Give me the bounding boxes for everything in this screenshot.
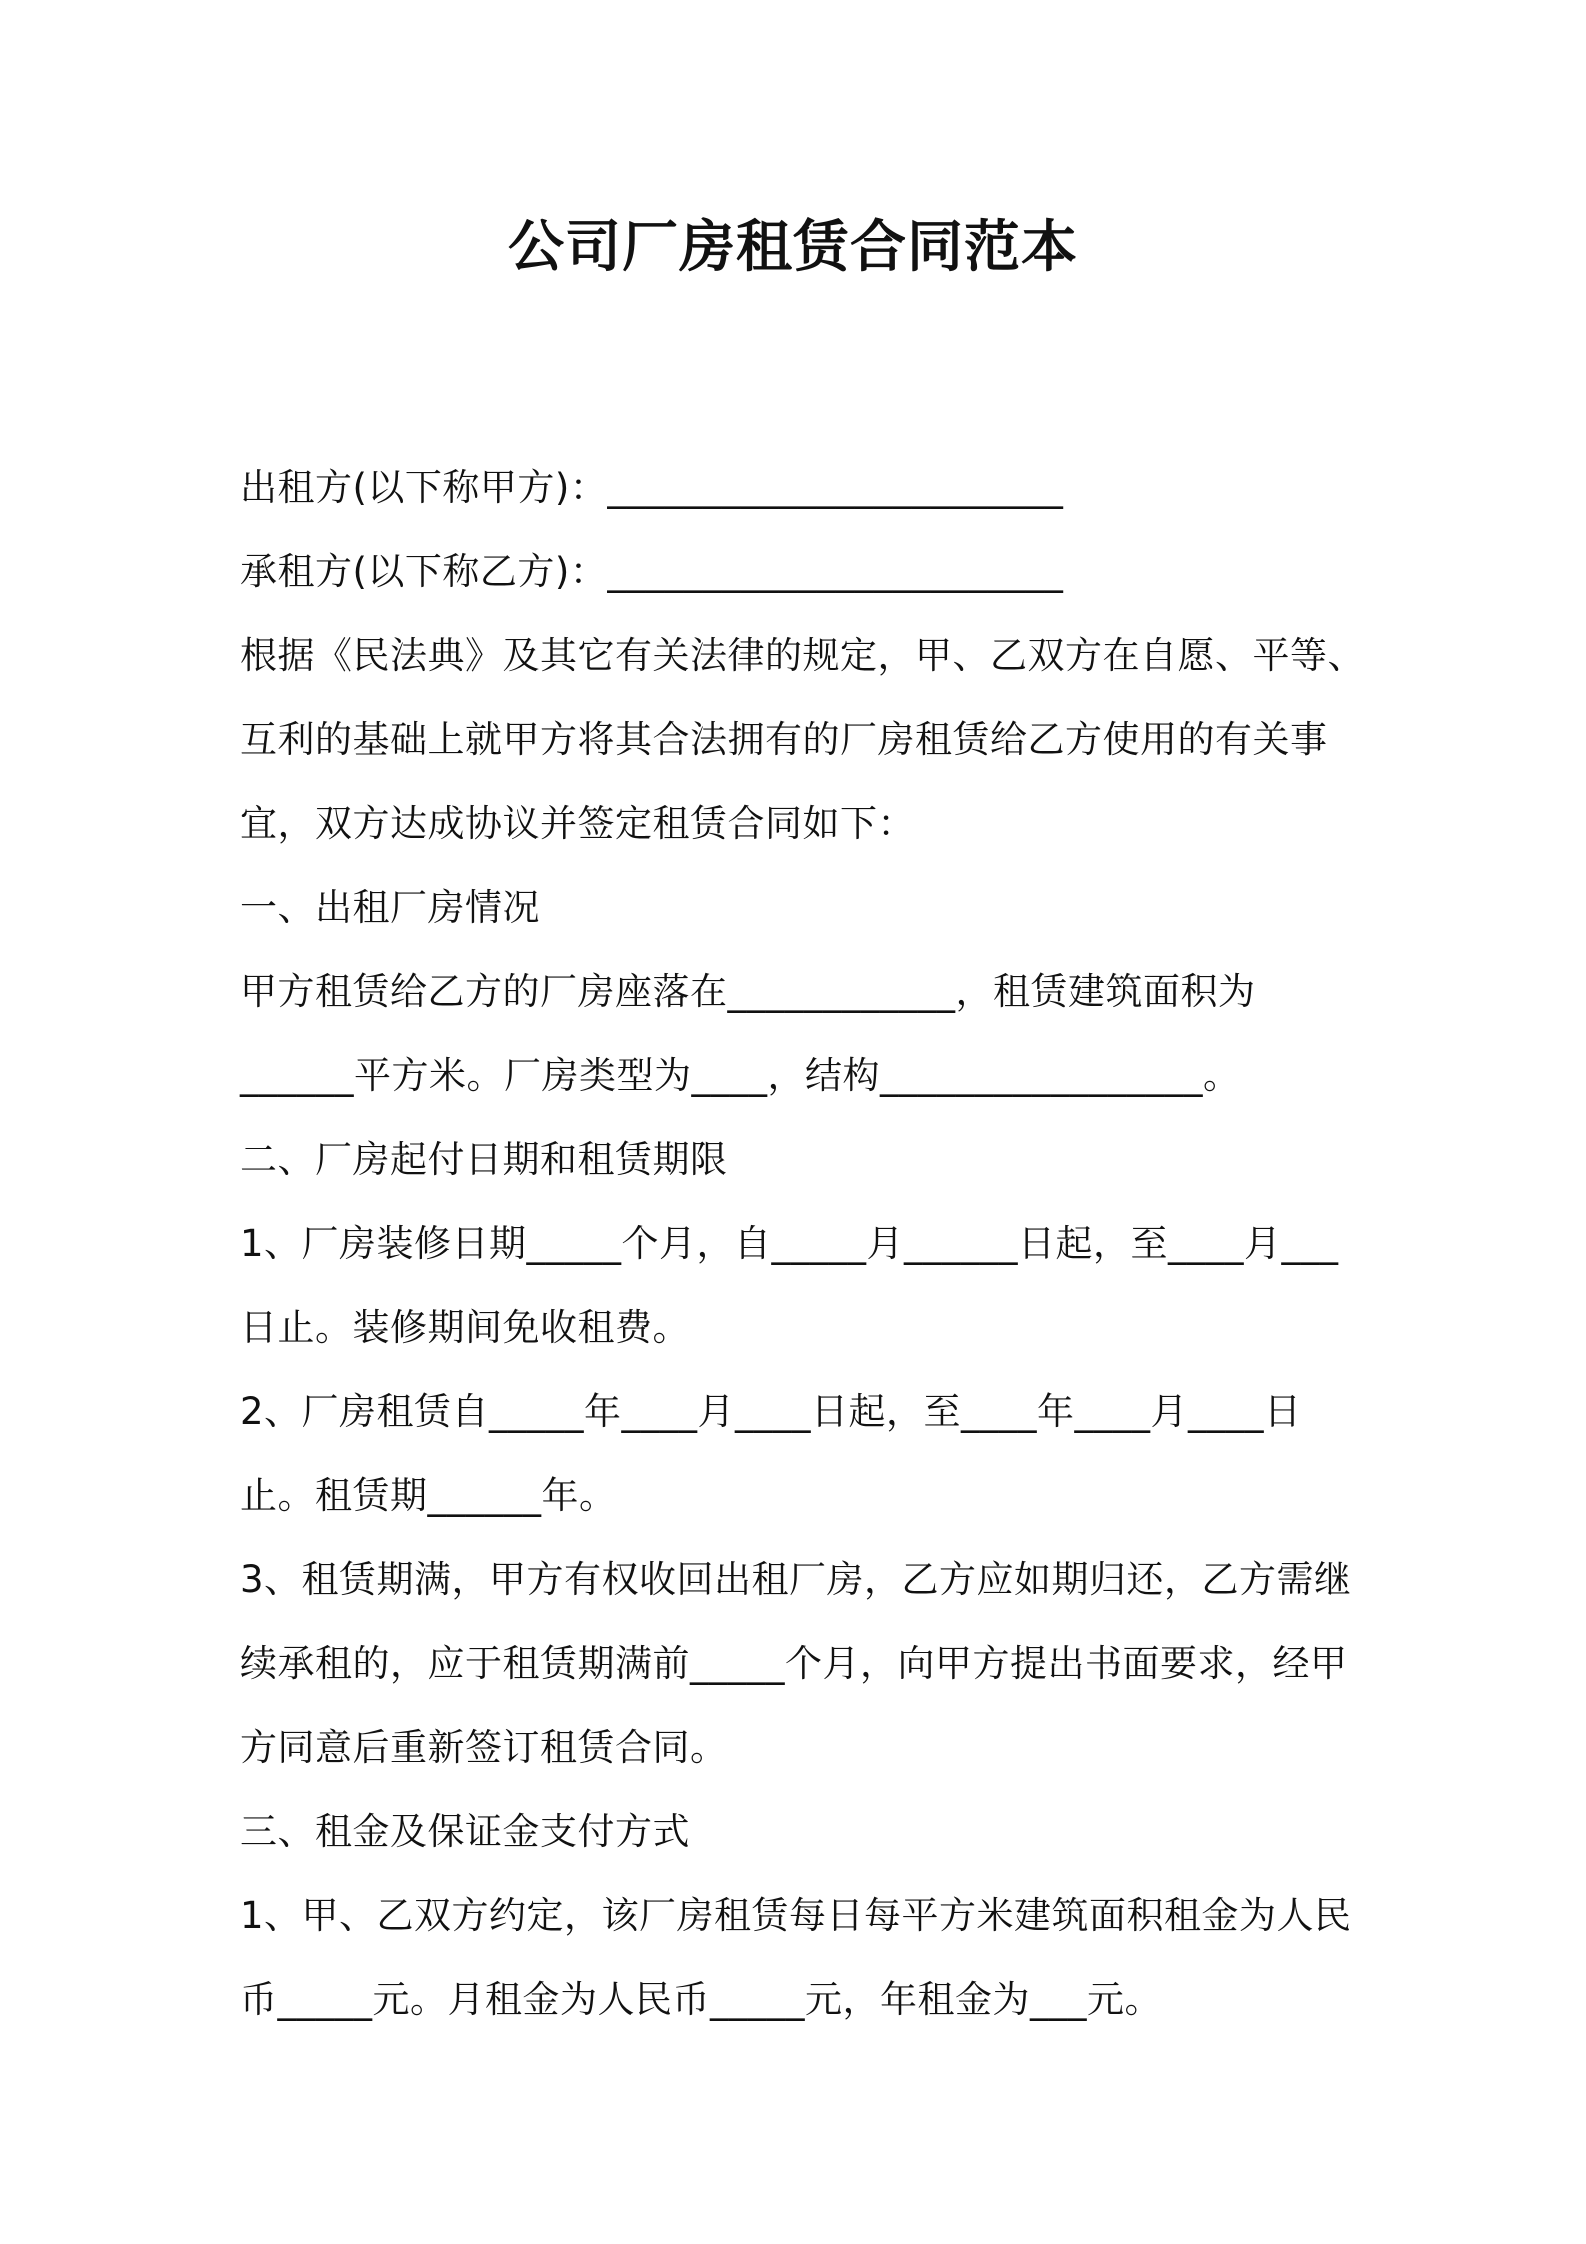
preamble-line-3: 宜，双方达成协议并签定租赁合同如下：	[240, 802, 915, 845]
clause-2-2-line-1: 2、厂房租赁自_____年____月____日起，至____年____月____日	[240, 1390, 1302, 1433]
clause-2-1-line-1: 1、厂房装修日期_____个月，自_____月______日起，至____月___	[240, 1222, 1339, 1265]
preamble-line-2: 互利的基础上就甲方将其合法拥有的厂房租赁给乙方使用的有关事	[240, 718, 1328, 761]
clause-2-3-line-3: 方同意后重新签订租赁合同。	[240, 1726, 728, 1769]
clause-2-3-line-1: 3、租赁期满，甲方有权收回出租厂房，乙方应如期归还，乙方需继	[240, 1558, 1352, 1601]
lessee-line: 承租方(以下称乙方)：________________________	[240, 550, 1064, 593]
document-title: 公司厂房租赁合同范本	[508, 215, 1078, 280]
clause-3-1-line-1: 1、甲、乙双方约定，该厂房租赁每日每平方米建筑面积租金为人民	[240, 1894, 1352, 1937]
section-heading-3: 三、租金及保证金支付方式	[240, 1810, 690, 1853]
clause-2-1-line-2: 日止。装修期间免收租费。	[240, 1306, 690, 1349]
lessor-line: 出租方(以下称甲方)：________________________	[240, 466, 1064, 509]
clause-2-3-line-2: 续承租的，应于租赁期满前_____个月，向甲方提出书面要求，经甲	[240, 1642, 1348, 1685]
document-body	[240, 446, 1365, 2042]
section-1-line-2: ______平方米。厂房类型为____，结构_________________。	[240, 1054, 1241, 1097]
section-heading-1: 一、出租厂房情况	[240, 886, 540, 929]
clause-3-1-line-2: 币_____元。月租金为人民币_____元，年租金为___元。	[240, 1978, 1162, 2021]
clause-2-2-line-2: 止。租赁期______年。	[240, 1474, 617, 1517]
preamble-line-1: 根据《民法典》及其它有关法律的规定，甲、乙双方在自愿、平等、	[240, 634, 1365, 677]
section-heading-2: 二、厂房起付日期和租赁期限	[240, 1138, 728, 1181]
section-1-line-1: 甲方租赁给乙方的厂房座落在____________，租赁建筑面积为	[240, 970, 1256, 1013]
